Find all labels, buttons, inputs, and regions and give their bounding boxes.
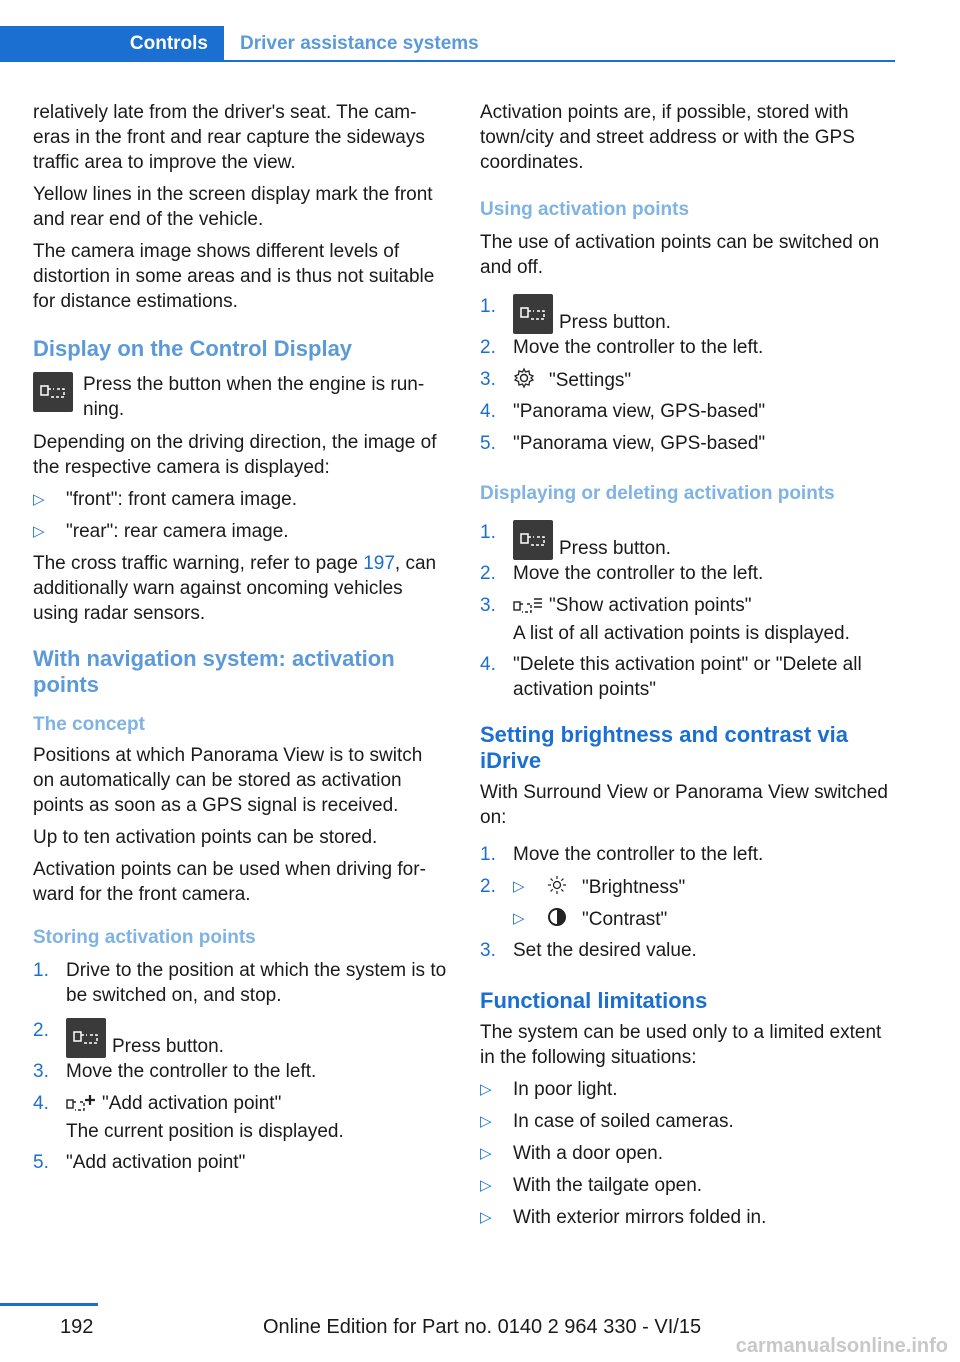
list-item: 2. ▷ "Brightness": [480, 874, 894, 906]
settings-icon: [513, 367, 543, 396]
storing-heading: Storing activation points: [33, 927, 256, 948]
concept-paragraph: Up to ten activation points can be stored.: [33, 827, 378, 848]
camera-button-icon: [513, 520, 553, 560]
page-link[interactable]: 197: [363, 553, 395, 574]
list-item: ▷ "front": front camera image.: [33, 489, 298, 510]
list-item: ▷ In poor light.: [480, 1079, 618, 1100]
bullet-icon: ▷: [513, 878, 525, 895]
bullet-icon: ▷: [480, 1113, 492, 1130]
display-heading: Display on the Control Display: [33, 336, 353, 361]
using-heading: Using activation points: [480, 199, 690, 220]
add-activation-point-icon: [66, 1094, 96, 1119]
list-item: 2. Move the controller to the left.: [480, 563, 764, 584]
brightness-heading: Setting brightness and contrast via iDrive: [480, 722, 848, 773]
bullet-icon: ▷: [480, 1145, 492, 1162]
contrast-icon: [546, 906, 576, 935]
bullet-icon: ▷: [33, 523, 45, 540]
deleting-steps: [480, 520, 894, 702]
list-item: 5. "Panorama view, GPS-based": [480, 433, 766, 454]
list-item: 2. Press button.: [33, 1020, 224, 1057]
list-item: 3. "Settings": [480, 367, 894, 399]
camera-list: [33, 487, 447, 551]
list-item: 3. Set the desired value.: [480, 940, 697, 961]
list-item: 1. Move the controller to the left.: [480, 844, 764, 865]
limits-text: The system can be used only to a limited extent in the following situations:: [480, 1022, 882, 1068]
nav-heading: With navigation system: activation points: [33, 646, 395, 697]
list-item: ▷ "Contrast": [480, 906, 894, 938]
list-item-detail: The current position is displayed.: [66, 1121, 344, 1142]
bullet-icon: ▷: [480, 1177, 492, 1194]
list-item: 3. "Show activation points": [480, 593, 894, 625]
right-column: [480, 100, 894, 1237]
intro-paragraph: relatively late from the driver's seat. The cameras in the front and rear capture the sideways traffic area to improve the view.: [33, 102, 425, 173]
list-item: 1. Drive to the position at which the system is to be switched on, and stop.: [33, 960, 447, 1006]
list-item: 5. "Add activation point": [33, 1152, 246, 1173]
display-button-text: Press the button when the engine is running.: [83, 374, 425, 420]
page-header: [0, 26, 895, 62]
using-steps: [480, 294, 894, 463]
brightness-text: With Surround View or Panorama View switched on:: [480, 782, 888, 828]
display-button-row: [33, 372, 447, 422]
deleting-heading: Displaying or deleting activation points: [480, 483, 835, 504]
list-item: 1. Press button.: [480, 522, 671, 559]
list-item: ▷ With the tailgate open.: [480, 1175, 703, 1196]
limits-heading: Functional limitations: [480, 988, 708, 1013]
list-item: ▷ "rear": rear camera image.: [33, 521, 289, 542]
show-activation-points-icon: [513, 596, 543, 621]
watermark: carmanualsonline.info: [735, 1335, 948, 1357]
page-number-rule: [0, 1303, 98, 1306]
bullet-icon: ▷: [480, 1209, 492, 1226]
concept-heading: The concept: [33, 714, 145, 735]
page-number: 192: [60, 1316, 94, 1338]
list-item: ▷ With a door open.: [480, 1143, 663, 1164]
list-item: ▷ With exterior mirrors folded in.: [480, 1207, 767, 1228]
section-tab[interactable]: Driver assistance systems: [240, 33, 479, 54]
camera-button-icon: [33, 372, 73, 412]
list-item: 3. Move the controller to the left.: [33, 1061, 317, 1082]
list-item: 4. "Add activation point": [33, 1091, 447, 1123]
direction-text: Depending on the driving direction, the image of the respective camera is displayed:: [33, 432, 437, 478]
chapter-tab[interactable]: Controls: [0, 26, 224, 62]
list-item: 2. Move the controller to the left.: [480, 337, 764, 358]
intro-paragraph: Yellow lines in the screen display mark the front and rear end of the vehicle.: [33, 184, 433, 230]
cross-traffic-text: The cross traffic warning, refer to page 197, can additionally warn against oncoming vehicles using radar sensors.: [33, 553, 437, 624]
list-item: ▷ In case of soiled cameras.: [480, 1111, 734, 1132]
limits-list: [480, 1077, 894, 1237]
list-item: 1. Press button.: [480, 296, 671, 333]
left-column: [33, 100, 447, 1182]
camera-button-icon: [513, 294, 553, 334]
brightness-steps: [480, 842, 894, 970]
storing-steps: [33, 958, 447, 1182]
bullet-icon: ▷: [513, 910, 525, 927]
stored-text: Activation points are, if possible, stored with town/city and street address or with the GPS coordinates.: [480, 102, 855, 173]
concept-paragraph: Positions at which Panorama View is to switch on automatically can be stored as activation points as soon as a GPS signal is received.: [33, 745, 423, 816]
list-item-detail: A list of all activation points is displayed.: [513, 623, 850, 644]
bullet-icon: ▷: [480, 1081, 492, 1098]
concept-paragraph: Activation points can be used when driving forward for the front camera.: [33, 859, 426, 905]
list-item: 4. "Delete this activation point" or "Delete all activation points": [480, 654, 862, 700]
camera-button-icon: [66, 1018, 106, 1058]
brightness-icon: [546, 874, 576, 903]
intro-paragraph: The camera image shows different levels of distortion in some areas and is thus not suitable for distance estimations.: [33, 241, 435, 312]
bullet-icon: ▷: [33, 491, 45, 508]
footer-edition: Online Edition for Part no. 0140 2 964 330 - VI/15: [263, 1316, 702, 1338]
using-text: The use of activation points can be switched on and off.: [480, 232, 880, 278]
list-item: 4. "Panorama view, GPS-based": [480, 401, 766, 422]
